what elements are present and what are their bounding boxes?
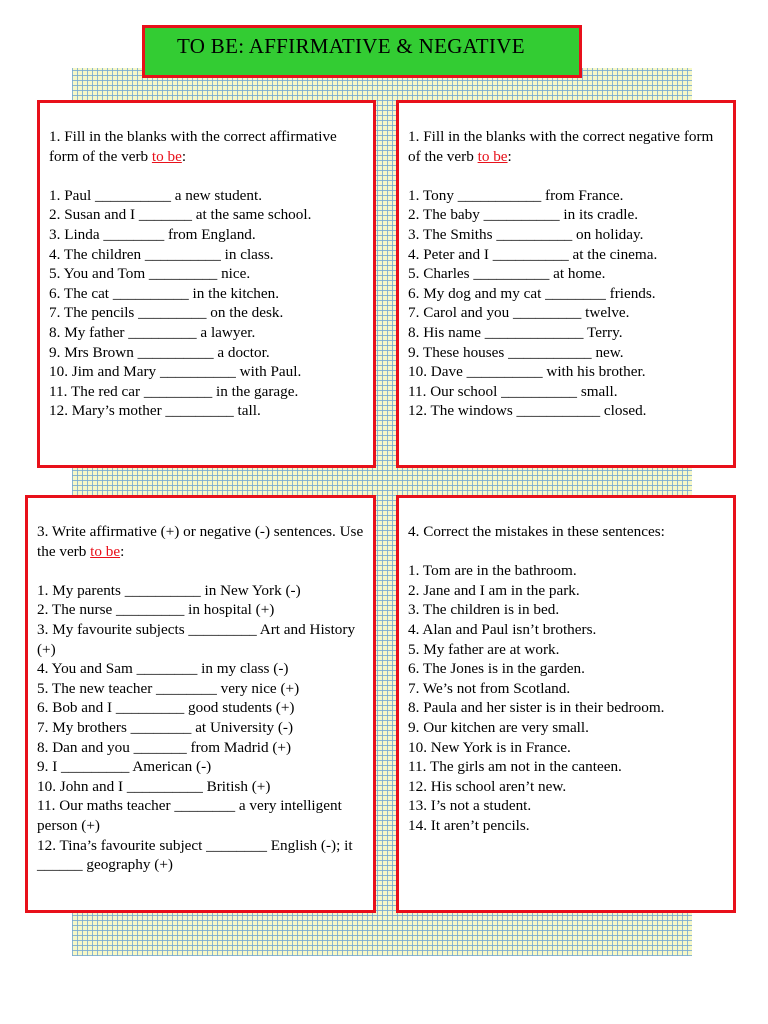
page-title: TO BE: AFFIRMATIVE & NEGATIVE xyxy=(142,25,582,78)
exercise-item: 10. John and I __________ British (+) xyxy=(37,777,271,795)
exercise-item: 9. Mrs Brown __________ a doctor. xyxy=(49,343,270,361)
exercise-item: 11. The girls am not in the canteen. xyxy=(408,758,622,776)
exercise-item: 4. The children __________ in class. xyxy=(49,245,274,263)
exercise-item: 12. Tina’s favourite subject ________ English (-); it ______ geography (+) xyxy=(37,836,353,874)
keyword-to-be: to be xyxy=(477,147,508,165)
exercise-item: 7. We’s not from Scotland. xyxy=(408,679,571,697)
exercise-item: 5. Charles __________ at home. xyxy=(408,265,606,283)
exercise-item: 9. Our kitchen are very small. xyxy=(408,718,589,736)
exercise-item: 5. My father are at work. xyxy=(408,640,560,658)
exercise-item: 4. You and Sam ________ in my class (-) xyxy=(37,660,289,678)
exercise-item: 1. Paul __________ a new student. xyxy=(49,186,263,204)
keyword-to-be: to be xyxy=(151,147,182,165)
exercise-item: 5. You and Tom _________ nice. xyxy=(49,265,251,283)
exercise-2-negative-box xyxy=(396,100,736,468)
keyword-to-be: to be xyxy=(90,542,121,560)
exercise-item: 6. The cat __________ in the kitchen. xyxy=(49,284,280,302)
exercise-item: 6. Bob and I _________ good students (+) xyxy=(37,699,295,717)
exercise-item: 9. I _________ American (-) xyxy=(37,758,212,776)
exercise-item: 3. Linda ________ from England. xyxy=(49,225,256,243)
exercise-item: 11. Our maths teacher ________ a very intelligent person (+) xyxy=(37,797,342,834)
exercise-item: 11. Our school __________ small. xyxy=(408,382,618,400)
exercise-item: 8. Dan and you _______ from Madrid (+) xyxy=(37,738,292,756)
exercise-3-sentences-box xyxy=(25,495,376,913)
exercise-item: 2. Susan and I _______ at the same school. xyxy=(49,206,312,224)
exercise-1-affirmative-box xyxy=(37,100,376,468)
exercise-item: 1. My parents __________ in New York (-) xyxy=(37,581,301,599)
exercise-item: 7. Carol and you _________ twelve. xyxy=(408,304,630,322)
exercise-item: 7. My brothers ________ at University (-) xyxy=(37,718,294,736)
exercise-2-list xyxy=(408,186,724,421)
exercise-4-instruction: 4. Correct the mistakes in these sentences: xyxy=(408,523,665,540)
exercise-item: 1. Tony ___________ from France. xyxy=(408,186,624,204)
exercise-item: 4. Peter and I __________ at the cinema. xyxy=(408,245,658,263)
exercise-4-list xyxy=(408,561,724,835)
exercise-item: 1. Tom are in the bathroom. xyxy=(408,562,577,580)
exercise-item: 3. The children is in bed. xyxy=(408,601,560,619)
exercise-item: 13. I’s not a student. xyxy=(408,797,532,815)
exercise-item: 11. The red car _________ in the garage. xyxy=(49,382,299,400)
exercise-2-instruction: 1. Fill in the blanks with the correct negative form of the verb to be: xyxy=(408,128,714,165)
exercise-1-list xyxy=(49,186,364,421)
exercise-item: 2. The baby __________ in its cradle. xyxy=(408,206,639,224)
exercise-3-instruction: 3. Write affirmative (+) or negative (-) sentences. Use the verb to be: xyxy=(37,523,364,560)
exercise-item: 4. Alan and Paul isn’t brothers. xyxy=(408,620,597,638)
exercise-item: 12. His school aren’t new. xyxy=(408,777,567,795)
exercise-3-list xyxy=(37,581,364,875)
exercise-item: 10. Dave __________ with his brother. xyxy=(408,363,646,381)
exercise-4-corrections-box xyxy=(396,495,736,913)
exercise-item: 8. His name _____________ Terry. xyxy=(408,323,623,341)
exercise-item: 2. Jane and I am in the park. xyxy=(408,581,580,599)
exercise-item: 6. The Jones is in the garden. xyxy=(408,660,585,678)
exercise-item: 10. New York is in France. xyxy=(408,738,571,756)
exercise-item: 2. The nurse _________ in hospital (+) xyxy=(37,601,275,619)
exercise-item: 10. Jim and Mary __________ with Paul. xyxy=(49,363,302,381)
exercise-1-instruction: 1. Fill in the blanks with the correct affirmative form of the verb to be: xyxy=(49,128,337,165)
exercise-item: 6. My dog and my cat ________ friends. xyxy=(408,284,656,302)
exercise-item: 5. The new teacher ________ very nice (+) xyxy=(37,679,300,697)
exercise-item: 7. The pencils _________ on the desk. xyxy=(49,304,284,322)
exercise-item: 8. My father _________ a lawyer. xyxy=(49,323,256,341)
exercise-item: 12. Mary’s mother _________ tall. xyxy=(49,402,261,420)
exercise-item: 3. My favourite subjects _________ Art and History (+) xyxy=(37,620,356,658)
exercise-item: 8. Paula and her sister is in their bedroom. xyxy=(408,699,665,717)
exercise-item: 9. These houses ___________ new. xyxy=(408,343,624,361)
exercise-item: 14. It aren’t pencils. xyxy=(408,816,530,834)
exercise-item: 12. The windows ___________ closed. xyxy=(408,402,647,420)
exercise-item: 3. The Smiths __________ on holiday. xyxy=(408,225,644,243)
